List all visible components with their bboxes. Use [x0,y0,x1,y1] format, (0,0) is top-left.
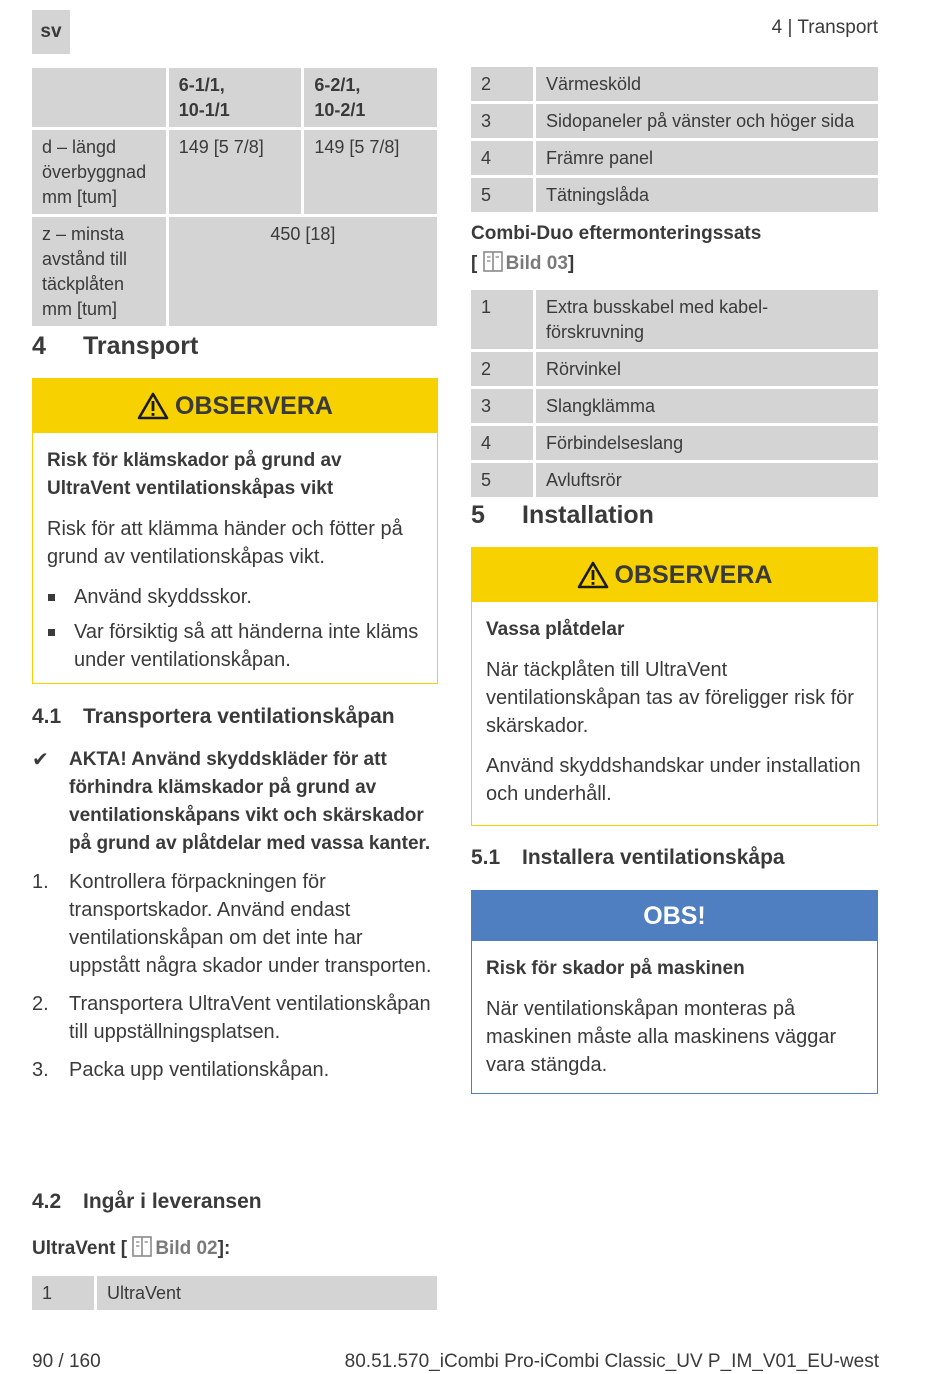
info-notice [471,890,878,1094]
section-number: 5 [471,501,485,529]
table-row [32,130,437,214]
bullet-marker [47,618,74,674]
subsection-number: 4.2 [32,1190,62,1213]
table-row [471,178,878,212]
info-title: Risk för skador på maskinen [486,958,745,979]
item-number: 5 [471,178,533,212]
item-name: Extra busskabel med kabel- förskruvning [536,290,878,349]
warning-triangle-icon [137,392,169,420]
table-row [471,389,878,423]
parts-table [29,1273,440,1313]
parts-table-continued [468,64,881,215]
item-number: 2 [471,352,533,386]
info-label: OBS! [643,901,706,930]
label-text: UltraVent [ [32,1238,128,1259]
section-heading [471,501,654,530]
figure-reference-text: Bild 02 [155,1238,218,1259]
ultravent-label [32,1234,230,1264]
step-number: 3. [32,1059,49,1081]
item-number: 1 [32,1276,94,1310]
procedure [32,746,438,1084]
table-row-label: z – minsta avstånd till täckplåten mm [tum] [32,217,166,326]
table-row [32,1276,437,1310]
item-number: 1 [471,290,533,349]
subsection-title: Ingår i leveransen [83,1190,262,1213]
procedure-step [32,990,438,1046]
item-name: Rörvinkel [536,352,878,386]
warning-label: OBSERVERA [175,391,333,420]
list-item-text: Var försiktig så att händerna inte kläms under ventilationskåpan. [74,621,419,671]
warning-label: OBSERVERA [614,560,773,589]
table-cell: 149 [5 7/8] [304,130,437,214]
warning-bar [33,379,437,433]
subsection-heading [32,1190,262,1214]
list-item [47,583,423,611]
subsection-number: 5.1 [471,846,501,869]
info-text: När ventilationskåpan monteras på maskinen måste alla maskinens väggar vara stängda. [486,998,837,1076]
checkmark-icon: ✔ [32,749,49,771]
table-corner-cell [32,68,166,127]
info-bar [472,891,877,941]
item-name: Avluftsrör [536,463,878,497]
warning-title: Vassa plåtdelar [486,619,625,640]
caution-text: AKTA! Använd skyddskläder för att förhindra klämskador på grund av ventilationskåpans vikt och skärskador på grund av plåtdelar med vassa kanter. [69,749,431,854]
section-number: 4 [32,332,46,360]
section-heading [32,332,198,361]
table-row-label: d – längd överbyggnad mm [tum] [32,130,166,214]
page-number: 90 / 160 [32,1351,101,1372]
table-row [471,290,878,349]
item-number: 4 [471,141,533,175]
warning-title: Risk för klämskador på grund av UltraVent ventilationskåpas vikt [47,450,342,499]
table-row [32,217,437,326]
subsection-number: 4.1 [32,705,62,728]
combi-parts-table [468,287,881,500]
info-body [472,941,877,1103]
language-badge: sv [32,10,70,54]
subsection-title: Transportera ventilationskåpan [83,705,395,728]
caution-prerequisite [32,746,438,858]
item-name: Tätningslåda [536,178,878,212]
document-id: 80.51.570_iCombi Pro-iCombi Classic_UV P_IM_V01_EU-west [344,1351,879,1372]
step-text: Kontrollera förpackningen för transportskador. Använd endast ventilationskåpan om det inte har uppstått några skador under transporten. [69,871,432,977]
table-row [471,67,878,101]
table-cell-merged: 450 [18] [169,217,437,326]
label-text: ]: [217,1238,231,1259]
step-text: Transportera UltraVent ventilationskåpan till uppställningsplatsen. [69,993,431,1043]
list-item-text: Använd skyddsskor. [74,586,252,608]
subsection-heading [471,846,785,870]
item-name: Förbindelseslang [536,426,878,460]
warning-body [33,433,437,693]
label-text: ] [567,253,575,274]
table-row [471,463,878,497]
figure-reference-link[interactable] [132,1238,217,1259]
running-header: 4 | Transport [771,17,878,38]
table-cell: 149 [5 7/8] [169,130,302,214]
table-header-row [32,68,437,127]
procedure-step [32,868,438,980]
item-name: Slangklämma [536,389,878,423]
item-number: 2 [471,67,533,101]
warning-text: När täckplåten till UltraVent ventilationskåpan tas av föreligger risk för skärskador. [486,659,854,737]
warning-text: Risk för att klämma händer och fötter på grund av ventilationskåpas vikt. [47,518,403,568]
step-text: Packa upp ventilationskåpan. [69,1059,330,1081]
figure-reference-link[interactable] [483,253,568,274]
warning-text: Använd skyddshandskar under installation och underhåll. [486,755,861,805]
table-row [471,104,878,138]
section-title: Installation [522,501,654,529]
procedure-step [32,1056,438,1084]
table-row [471,141,878,175]
warning-body [472,602,877,832]
section-title: Transport [83,332,199,360]
table-row [471,426,878,460]
combi-duo-label [471,219,878,279]
label-text: Combi-Duo eftermonteringssats [471,223,762,244]
table-header-cell: 6-1/1, 10-1/1 [169,68,302,127]
item-name: Värmesköld [536,67,878,101]
book-icon [483,251,503,272]
figure-reference-text: Bild 03 [505,253,568,274]
item-name: UltraVent [97,1276,437,1310]
list-item [47,618,423,674]
item-name: Sidopaneler på vänster och höger sida [536,104,878,138]
bullet-marker [47,583,74,611]
label-text: [ [471,253,478,274]
warning-bar [472,548,877,602]
step-number: 2. [32,993,49,1015]
book-icon [132,1236,152,1257]
item-number: 4 [471,426,533,460]
item-name: Främre panel [536,141,878,175]
subsection-heading [32,705,395,729]
warning-notice [471,547,878,826]
subsection-title: Installera ventilationskåpa [522,846,785,869]
table-header-cell: 6-2/1, 10-2/1 [304,68,437,127]
item-number: 5 [471,463,533,497]
dimension-table [29,65,440,329]
item-number: 3 [471,104,533,138]
step-number: 1. [32,871,49,893]
warning-triangle-icon [577,561,609,589]
item-number: 3 [471,389,533,423]
table-row [471,352,878,386]
warning-notice [32,378,438,684]
